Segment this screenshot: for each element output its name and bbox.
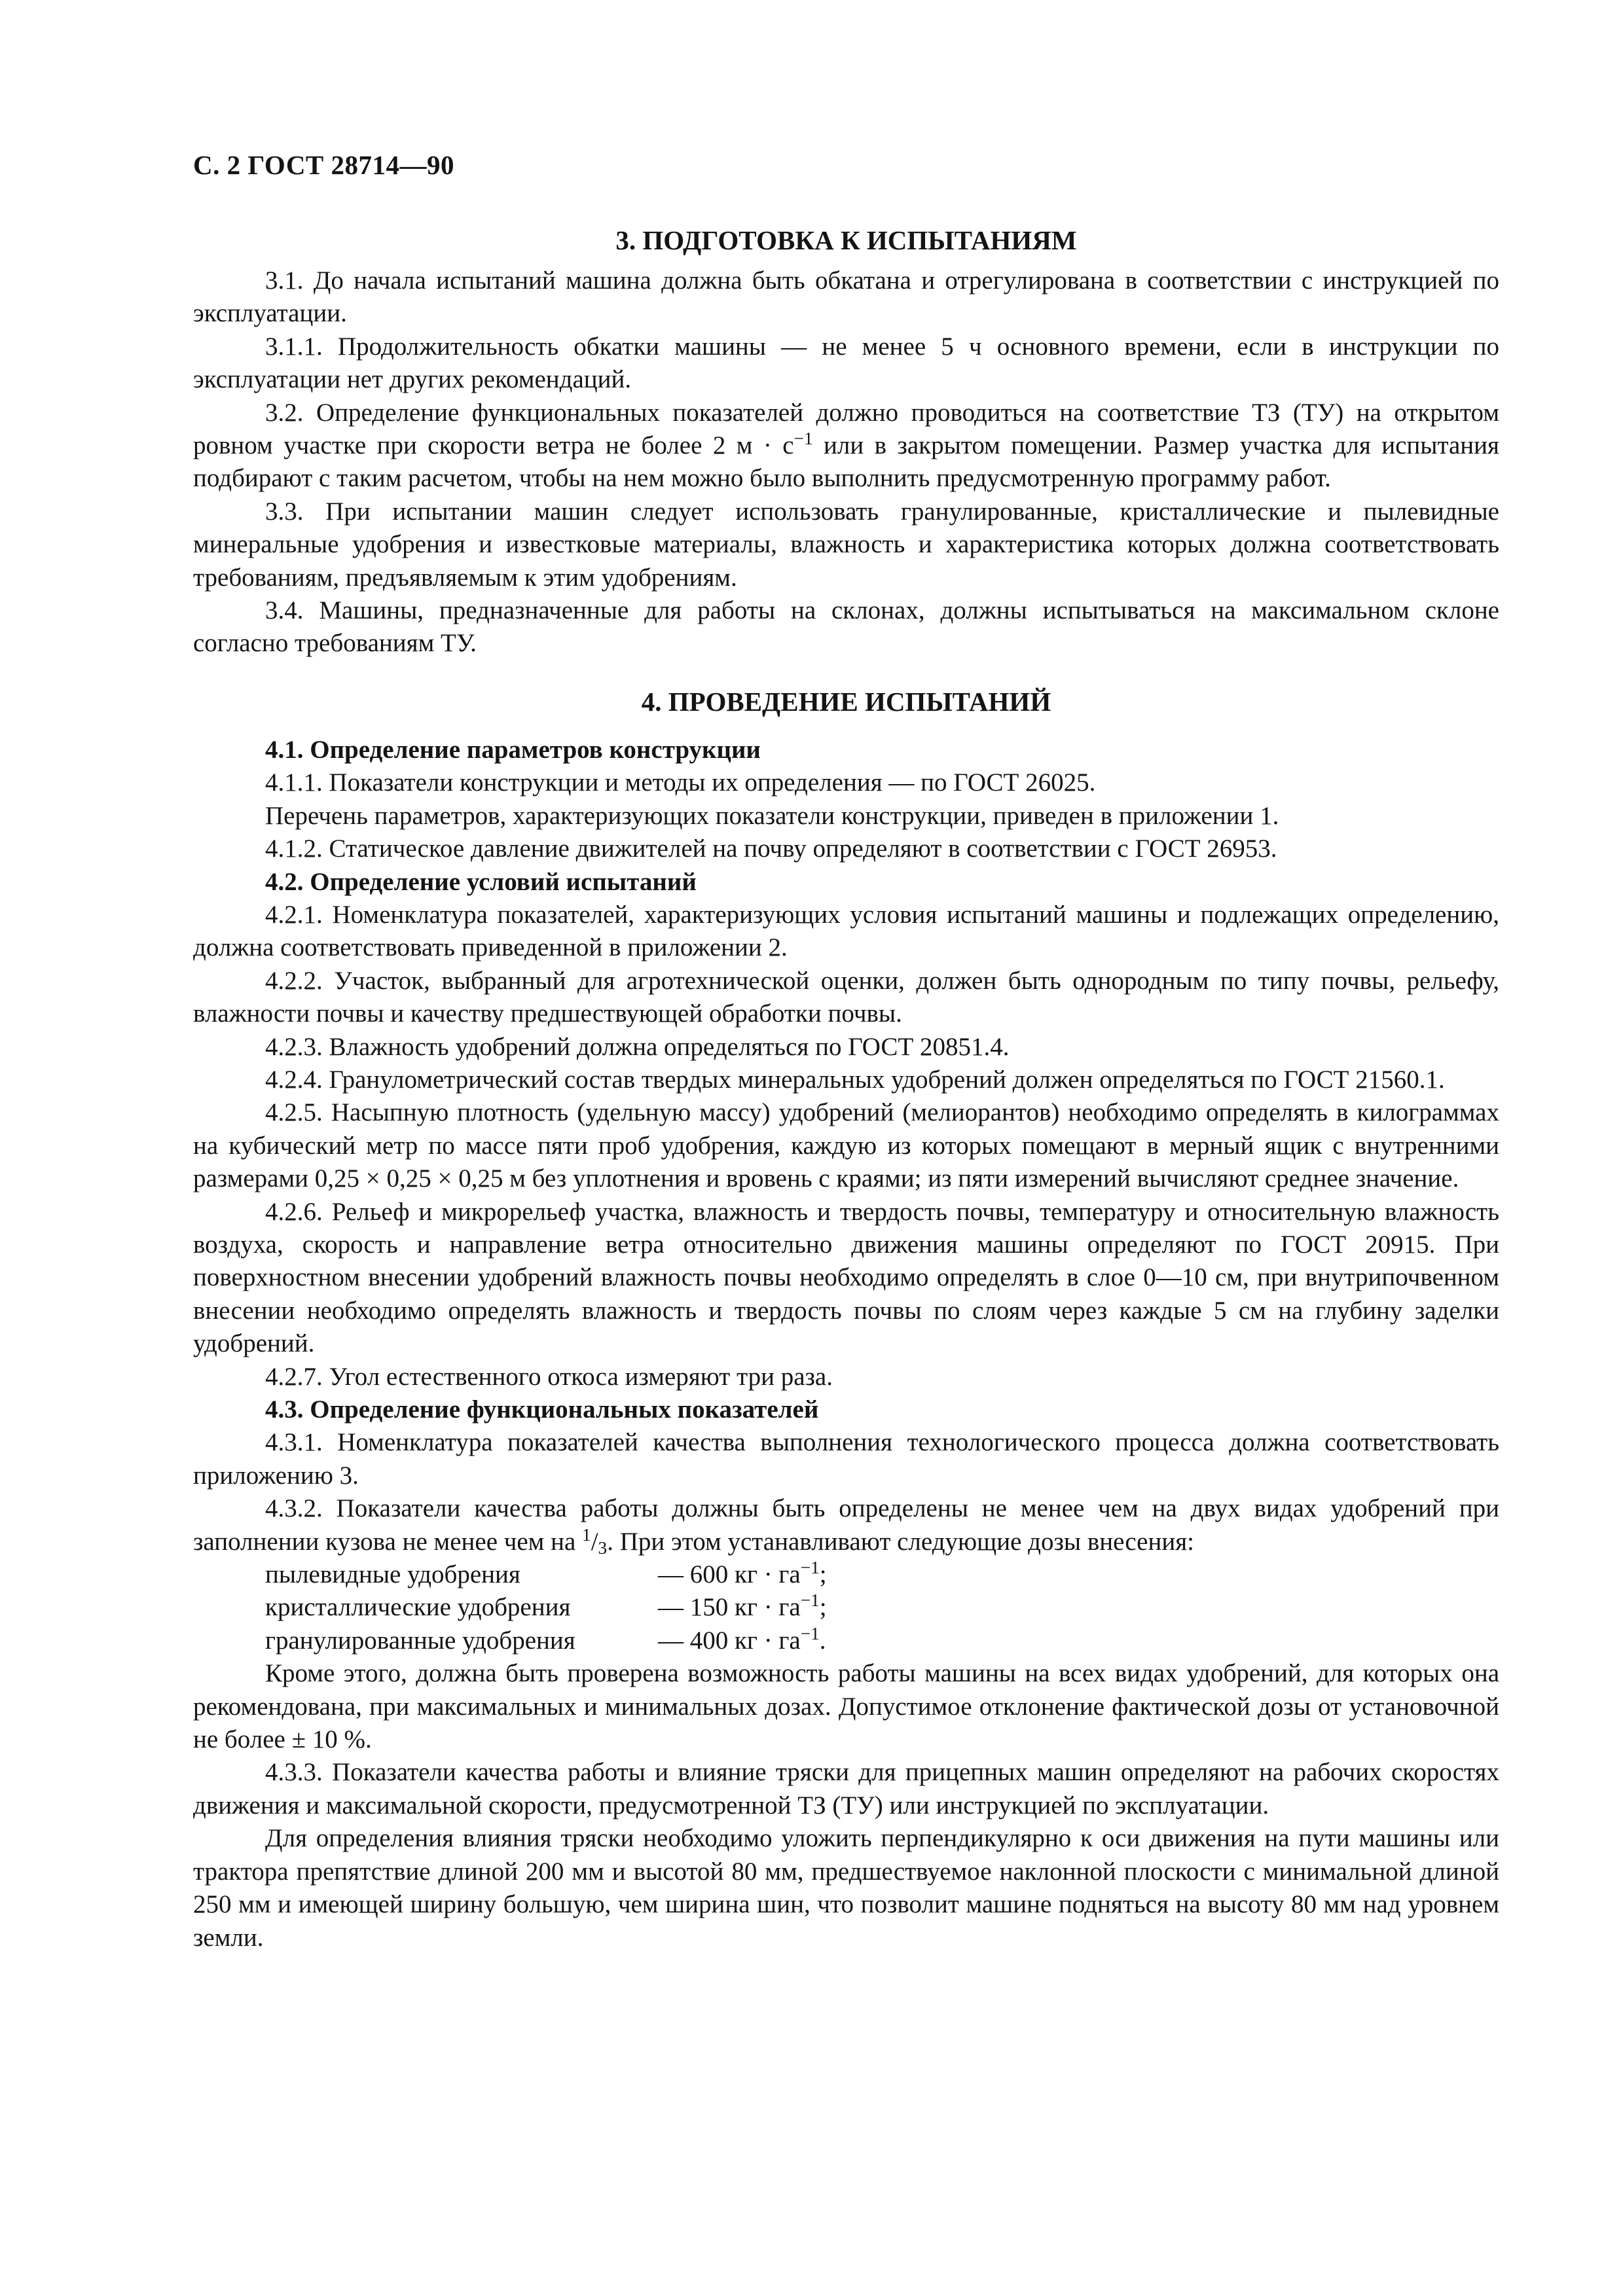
document-body: [193, 224, 1499, 1954]
paragraph-4-3-2-text-a: 4.3.2. Показатели качества работы должны быть определены не менее чем на двух видах удобрений при заполнении кузова не менее чем на: [193, 1494, 1499, 1556]
paragraph-4-2-2: 4.2.2. Участок, выбранный для агротехнической оценки, должен быть однородным по типу почвы, рельефу, влажности почвы и качеству предшествующей обработки почвы.: [193, 966, 1499, 1028]
dose-row-crystal: [193, 1591, 1499, 1624]
dose-name: гранулированные удобрения: [265, 1626, 575, 1655]
paragraph-3-1: 3.1. До начала испытаний машина должна быть обкатана и отрегулирована в соответствии с инструкцией по эксплуатации.: [193, 266, 1499, 328]
dose-row-dust: [193, 1558, 1499, 1591]
exponent: −1: [800, 1558, 820, 1578]
fraction-denominator: 3: [598, 1537, 608, 1558]
paragraph-4-2-4: 4.2.4. Гранулометрический состав твердых минеральных удобрений должен определяться по ГОСТ 21560.1.: [265, 1065, 1445, 1094]
paragraph-4-3-2-text-b: . При этом устанавливают следующие дозы внесения:: [607, 1527, 1195, 1556]
subsection-4-3-heading: 4.3. Определение функциональных показателей: [265, 1395, 819, 1424]
exponent: −1: [800, 1623, 820, 1643]
paragraph-4-1-1: 4.1.1. Показатели конструкции и методы их определения — по ГОСТ 26025.: [265, 768, 1096, 797]
dose-value: [658, 1624, 826, 1657]
fraction-numerator: 1: [582, 1524, 591, 1545]
dose-row-granular: [193, 1624, 1499, 1657]
fraction-slash: /: [591, 1527, 598, 1556]
paragraph-4-3-3: 4.3.3. Показатели качества работы и влияние тряски для прицепных машин определяют на рабочих скоростях движения и максимальной скорости, предусмотренной ТЗ (ТУ) или инструкцией по эксплуатации.: [193, 1758, 1499, 1820]
paragraph-4-1-1-list-note: Перечень параметров, характеризующих показатели конструкции, приведен в приложении 1.: [265, 801, 1279, 830]
paragraph-4-2-7: 4.2.7. Угол естественного откоса измеряют три раза.: [265, 1362, 833, 1391]
paragraph-4-3-2-extra: Кроме этого, должна быть проверена возможность работы машины на всех видах удобрений, для которых она рекомендована, при максимальных и минимальных дозах. Допустимое отклонение фактической дозы от установочной не более ± 10 %.: [193, 1659, 1499, 1754]
dose-value: [658, 1558, 827, 1591]
paragraph-3-2-text-b: или в закрытом помещении. Размер участка для испытания подбирают с таким расчетом, чтобы на нем можно было выполнить предусмотренную программу работ.: [193, 431, 1499, 493]
dose-end: ;: [819, 1560, 827, 1589]
paragraph-4-2-1: 4.2.1. Номенклатура показателей, характеризующих условия испытаний машины и подлежащих определению, должна соответствовать приведенной в приложении 2.: [193, 900, 1499, 962]
exponent: −1: [800, 1590, 820, 1611]
paragraph-4-3-3-shake: Для определения влияния тряски необходимо уложить перпендикулярно к оси движения на пути машины или трактора препятствие длиной 200 мм и высотой 80 мм, предшествуемое наклонной плоскости с минимальной длиной 250 мм и имеющей ширину большую, чем ширина шин, что позволит машине подняться на высоту 80 мм над уровнем земли.: [193, 1824, 1499, 1952]
paragraph-3-1-1: 3.1.1. Продолжительность обкатки машины — не менее 5 ч основного времени, если в инструкции по эксплуатации нет других рекомендаций.: [193, 332, 1499, 394]
dose-amount: — 150 кг · га: [658, 1593, 801, 1622]
dose-value: [658, 1591, 827, 1624]
subsection-4-2-heading: 4.2. Определение условий испытаний: [265, 867, 697, 896]
paragraph-4-3-2: [193, 1492, 1499, 1558]
paragraph-3-4: 3.4. Машины, предназначенные для работы на склонах, должны испытываться на максимальном склоне согласно требованиям ТУ.: [193, 596, 1499, 658]
dose-name: пылевидные удобрения: [265, 1560, 520, 1589]
paragraph-3-3: 3.3. При испытании машин следует использовать гранулированные, кристаллические и пылевидные минеральные удобрения и известковые материалы, влажность и характеристика которых должна соответствовать требованиям, предъявляемым к этим удобрениям.: [193, 497, 1499, 592]
paragraph-4-2-6: 4.2.6. Рельеф и микрорельеф участка, влажность и твердость почвы, температуру и относительную влажность воздуха, скорость и направление ветра относительно движения машины определяют по ГОСТ 20915. При поверхностном внесении удобрений влажность почвы необходимо определять в слое 0—10 см, при внутрипочвенном внесении необходимо определять влажность и твердость почвы по слоям через каждые 5 см на глубину заделки удобрений.: [193, 1197, 1499, 1358]
dose-end: .: [819, 1626, 826, 1655]
dose-amount: — 600 кг · га: [658, 1560, 801, 1589]
subsection-4-1-heading: 4.1. Определение параметров конструкции: [265, 735, 761, 764]
dose-list: [193, 1558, 1499, 1657]
dose-name: кристаллические удобрения: [265, 1593, 571, 1622]
paragraph-4-2-5: 4.2.5. Насыпную плотность (удельную массу) удобрений (мелиорантов) необходимо определять в килограммах на кубический метр по массе пяти проб удобрения, каждую из которых помещают в мерный ящик с внутренними размерами 0,25 × 0,25 × 0,25 м без уплотнения и вровень с краями; из пяти измерений вычисляют среднее значение.: [193, 1098, 1499, 1193]
paragraph-3-2: [193, 397, 1499, 495]
running-head: С. 2 ГОСТ 28714—90: [193, 150, 455, 180]
section-3-title: 3. ПОДГОТОВКА К ИСПЫТАНИЯМ: [615, 225, 1077, 255]
paragraph-4-2-3: 4.2.3. Влажность удобрений должна определяться по ГОСТ 20851.4.: [265, 1032, 1010, 1061]
paragraph-4-1-2: 4.1.2. Статическое давление движителей на почву определяют в соответствии с ГОСТ 26953.: [265, 834, 1277, 863]
paragraph-3-2-text-a: 3.2. Определение функциональных показателей должно проводиться на соответствие ТЗ (ТУ) на открытом ровном участке при скорости ветра не более 2 м · с: [193, 398, 1499, 460]
dose-amount: — 400 кг · га: [658, 1626, 801, 1655]
section-4-title: 4. ПРОВЕДЕНИЕ ИСПЫТАНИЙ: [641, 686, 1051, 717]
dose-end: ;: [819, 1593, 827, 1622]
paragraph-4-3-1: 4.3.1. Номенклатура показателей качества выполнения технологического процесса должна соответствовать приложению 3.: [193, 1428, 1499, 1490]
exponent: −1: [793, 429, 813, 449]
